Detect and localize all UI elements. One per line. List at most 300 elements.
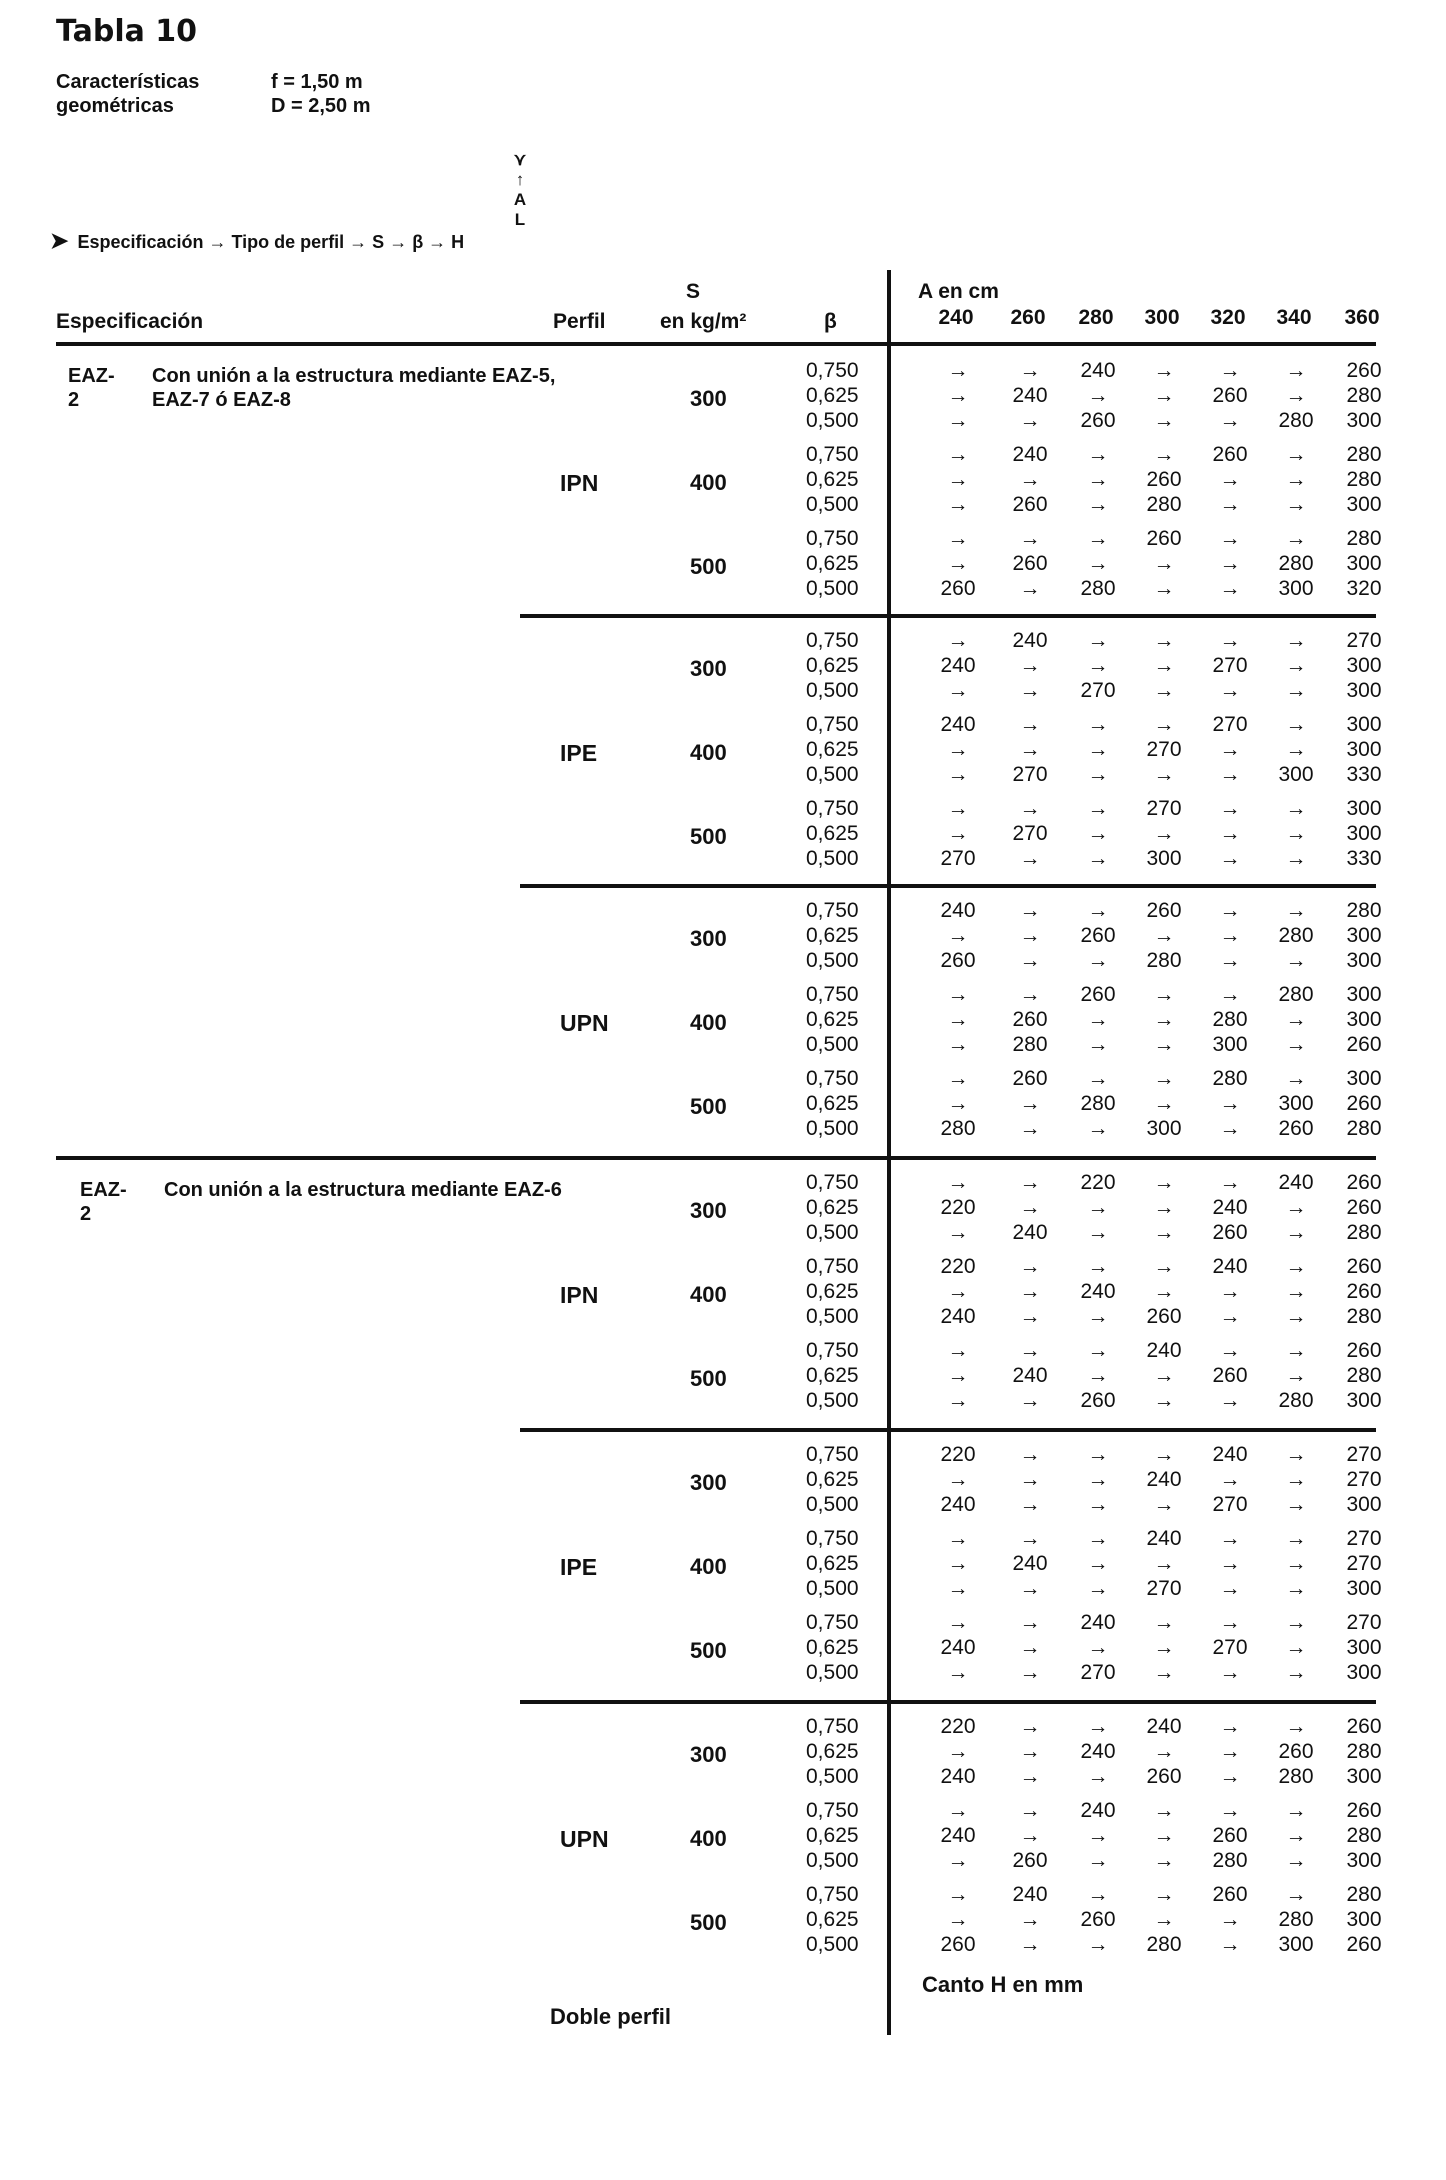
table-cell: →: [947, 1008, 969, 1031]
s-value: 300: [690, 656, 727, 681]
table-cell: →: [1153, 983, 1175, 1006]
s-value: 300: [690, 386, 727, 411]
beta-value: 0,500: [806, 1577, 859, 1600]
table-cell: 260: [1012, 493, 1048, 516]
table-cell: 280: [1346, 1305, 1382, 1328]
table-cell: 260: [1346, 1933, 1382, 1956]
table-cell: 240: [1080, 359, 1116, 382]
beta-value: 0,500: [806, 1765, 859, 1788]
table-cell: 240: [1278, 1171, 1314, 1194]
table-cell: 270: [1146, 738, 1182, 761]
table-cell: →: [1019, 1527, 1041, 1550]
table-cell: 280: [1080, 1092, 1116, 1115]
a-column-header: 320: [1210, 306, 1246, 329]
table-cell: →: [1087, 713, 1109, 736]
table-cell: →: [1285, 443, 1307, 466]
flow-vertical-l: L: [514, 210, 526, 229]
table-cell: →: [1019, 1092, 1041, 1115]
table-cell: →: [1219, 822, 1241, 845]
table-cell: →: [1285, 679, 1307, 702]
table-cell: →: [1087, 1008, 1109, 1031]
table-cell: →: [1153, 1636, 1175, 1659]
table-cell: →: [1219, 1715, 1241, 1738]
table-cell: →: [1087, 1933, 1109, 1956]
table-cell: →: [947, 1849, 969, 1872]
table-cell: 300: [1346, 493, 1382, 516]
beta-value: 0,750: [806, 1611, 859, 1634]
table-cell: →: [1219, 629, 1241, 652]
table-cell: →: [1019, 1765, 1041, 1788]
table-cell: 270: [1012, 822, 1048, 845]
table-cell: →: [947, 384, 969, 407]
table-cell: →: [1219, 1339, 1241, 1362]
table-cell: →: [1019, 1117, 1041, 1140]
table-cell: →: [1219, 493, 1241, 516]
table-cell: →: [1153, 577, 1175, 600]
table-cell: →: [1087, 552, 1109, 575]
table-cell: 270: [1080, 1661, 1116, 1684]
table-cell: →: [947, 1577, 969, 1600]
table-cell: →: [947, 1799, 969, 1822]
table-cell: →: [1019, 899, 1041, 922]
table-cell: →: [947, 1221, 969, 1244]
table-cell: →: [1285, 1196, 1307, 1219]
table-cell: 280: [1278, 983, 1314, 1006]
table-cell: 280: [1346, 527, 1382, 550]
table-cell: 240: [1012, 1221, 1048, 1244]
table-cell: 300: [1278, 1933, 1314, 1956]
beta-value: 0,625: [806, 1740, 859, 1763]
table-cell: →: [1285, 1661, 1307, 1684]
table-cell: →: [1285, 1636, 1307, 1659]
table-cell: →: [1019, 713, 1041, 736]
table-cell: →: [1087, 527, 1109, 550]
table-cell: 300: [1346, 1389, 1382, 1412]
table-cell: →: [1087, 1552, 1109, 1575]
table-cell: 240: [1212, 1196, 1248, 1219]
header-a: A en cm: [918, 280, 999, 303]
table-cell: 280: [1212, 1008, 1248, 1031]
table-cell: 260: [1346, 1255, 1382, 1278]
beta-value: 0,750: [806, 359, 859, 382]
table-cell: 330: [1346, 763, 1382, 786]
perfil-label: UPN: [560, 1826, 609, 1852]
table-cell: →: [1019, 738, 1041, 761]
table-cell: →: [947, 1661, 969, 1684]
s-value: 500: [690, 824, 727, 849]
table-cell: →: [1087, 443, 1109, 466]
beta-value: 0,500: [806, 1305, 859, 1328]
table-cell: 260: [1212, 1883, 1248, 1906]
table-cell: 260: [1012, 1849, 1048, 1872]
table-cell: →: [947, 1364, 969, 1387]
table-cell: 240: [1080, 1799, 1116, 1822]
table-cell: →: [1219, 1661, 1241, 1684]
table-cell: →: [947, 443, 969, 466]
beta-value: 0,500: [806, 1117, 859, 1140]
table-cell: 240: [1146, 1527, 1182, 1550]
table-cell: 270: [1346, 1468, 1382, 1491]
table-cell: 300: [1278, 577, 1314, 600]
beta-value: 0,500: [806, 1493, 859, 1516]
table-cell: →: [1153, 1389, 1175, 1412]
arrow-right-icon: ➤: [50, 228, 69, 253]
table-cell: →: [1219, 1280, 1241, 1303]
table-cell: 280: [940, 1117, 976, 1140]
table-cell: →: [1019, 1611, 1041, 1634]
table-cell: →: [1019, 1280, 1041, 1303]
table-cell: →: [1285, 384, 1307, 407]
table-cell: 220: [1080, 1171, 1116, 1194]
table-cell: →: [1219, 1171, 1241, 1194]
table-cell: →: [1087, 738, 1109, 761]
table-cell: 280: [1346, 1824, 1382, 1847]
table-cell: 240: [1080, 1740, 1116, 1763]
table-cell: →: [1087, 1221, 1109, 1244]
table-cell: →: [1285, 713, 1307, 736]
s-value: 400: [690, 1826, 727, 1851]
table-cell: →: [1153, 1171, 1175, 1194]
beta-value: 0,625: [806, 1280, 859, 1303]
table-cell: →: [1285, 1280, 1307, 1303]
table-cell: →: [1285, 1552, 1307, 1575]
flow-diagram: [50, 228, 464, 254]
table-cell: →: [1219, 797, 1241, 820]
table-cell: 280: [1346, 1364, 1382, 1387]
table-cell: 260: [1212, 1824, 1248, 1847]
s-value: 500: [690, 1366, 727, 1391]
table-cell: →: [1153, 1196, 1175, 1219]
table-cell: 260: [1146, 1765, 1182, 1788]
table-cell: →: [1153, 1067, 1175, 1090]
table-cell: →: [947, 797, 969, 820]
table-cell: 260: [1012, 1008, 1048, 1031]
table-cell: 300: [1346, 983, 1382, 1006]
table-cell: →: [1153, 713, 1175, 736]
header-beta: β: [824, 310, 837, 333]
table-cell: 270: [1212, 713, 1248, 736]
header-rule: [56, 342, 1376, 346]
section-rule: [520, 884, 1376, 888]
table-cell: →: [1285, 1255, 1307, 1278]
beta-value: 0,500: [806, 1221, 859, 1244]
table-cell: 280: [1146, 949, 1182, 972]
table-cell: 300: [1346, 924, 1382, 947]
geo-value-f: f = 1,50 m: [271, 71, 363, 93]
beta-value: 0,625: [806, 1196, 859, 1219]
beta-value: 0,500: [806, 1389, 859, 1412]
table-cell: →: [1219, 763, 1241, 786]
table-cell: →: [1153, 1799, 1175, 1822]
table-cell: →: [1153, 822, 1175, 845]
table-cell: 260: [1080, 409, 1116, 432]
table-cell: →: [1285, 527, 1307, 550]
table-cell: 240: [1212, 1255, 1248, 1278]
table-cell: →: [947, 468, 969, 491]
header-spec: Especificación: [56, 310, 204, 333]
table-cell: →: [1285, 1468, 1307, 1491]
table-cell: →: [1019, 577, 1041, 600]
table-cell: 280: [1212, 1849, 1248, 1872]
table-cell: 280: [1346, 1883, 1382, 1906]
table-cell: →: [1153, 1661, 1175, 1684]
table-cell: →: [1219, 1468, 1241, 1491]
table-cell: →: [1087, 1033, 1109, 1056]
table-cell: 240: [940, 1636, 976, 1659]
table-cell: →: [1153, 1908, 1175, 1931]
table-cell: 300: [1346, 1067, 1382, 1090]
table-cell: →: [947, 1067, 969, 1090]
table-cell: →: [1019, 1933, 1041, 1956]
table-cell: →: [1219, 1305, 1241, 1328]
table-cell: 300: [1346, 1765, 1382, 1788]
table-cell: →: [1219, 1611, 1241, 1634]
table-cell: →: [1019, 1305, 1041, 1328]
beta-value: 0,625: [806, 1636, 859, 1659]
a-column-header: 340: [1276, 306, 1312, 329]
table-cell: →: [1019, 847, 1041, 870]
table-cell: →: [1219, 359, 1241, 382]
table-cell: 260: [1346, 1196, 1382, 1219]
table-cell: →: [1087, 1577, 1109, 1600]
table-cell: 240: [940, 654, 976, 677]
table-cell: 260: [940, 577, 976, 600]
table-cell: 260: [1012, 1067, 1048, 1090]
table-cell: 300: [1346, 713, 1382, 736]
table-cell: →: [1285, 1577, 1307, 1600]
table-cell: 300: [1346, 738, 1382, 761]
table-cell: →: [947, 1611, 969, 1634]
table-cell: →: [1153, 409, 1175, 432]
table-cell: →: [1219, 983, 1241, 1006]
beta-value: 0,750: [806, 1067, 859, 1090]
arrow-up-icon: ↑: [515, 170, 525, 189]
spec-2-text: Con unión a la estructura mediante EAZ-6: [164, 1179, 562, 1201]
table-cell: →: [947, 527, 969, 550]
table-cell: →: [1285, 1527, 1307, 1550]
table-cell: →: [1285, 899, 1307, 922]
table-cell: →: [1019, 1661, 1041, 1684]
table-cell: 300: [1346, 654, 1382, 677]
table-cell: →: [1019, 468, 1041, 491]
beta-value: 0,625: [806, 822, 859, 845]
table-cell: →: [1019, 409, 1041, 432]
table-cell: 280: [1346, 1117, 1382, 1140]
table-cell: →: [947, 1527, 969, 1550]
table-cell: →: [1285, 1008, 1307, 1031]
table-cell: →: [1153, 1221, 1175, 1244]
table-cell: 220: [940, 1196, 976, 1219]
table-cell: 220: [940, 1255, 976, 1278]
table-cell: 280: [1346, 468, 1382, 491]
table-cell: →: [1087, 1493, 1109, 1516]
table-cell: →: [1019, 1196, 1041, 1219]
table-cell: →: [1219, 409, 1241, 432]
table-cell: →: [1219, 1117, 1241, 1140]
table-cell: 240: [1012, 1364, 1048, 1387]
beta-value: 0,625: [806, 654, 859, 677]
beta-value: 0,750: [806, 629, 859, 652]
table-cell: →: [1153, 1033, 1175, 1056]
table-cell: →: [1153, 1493, 1175, 1516]
table-cell: →: [947, 924, 969, 947]
beta-value: 0,750: [806, 1255, 859, 1278]
beta-value: 0,500: [806, 493, 859, 516]
table-cell: 300: [1346, 797, 1382, 820]
table-cell: →: [1153, 1824, 1175, 1847]
beta-value: 0,750: [806, 1171, 859, 1194]
table-cell: →: [1087, 1364, 1109, 1387]
table-cell: →: [1019, 1740, 1041, 1763]
table-cell: →: [1087, 629, 1109, 652]
table-cell: →: [947, 1740, 969, 1763]
beta-value: 0,625: [806, 1364, 859, 1387]
beta-value: 0,750: [806, 713, 859, 736]
table-cell: →: [1285, 822, 1307, 845]
table-cell: →: [1087, 1339, 1109, 1362]
table-cell: 240: [1080, 1611, 1116, 1634]
table-cell: →: [1219, 552, 1241, 575]
table-cell: →: [1285, 1364, 1307, 1387]
table-cell: 280: [1212, 1067, 1248, 1090]
table-cell: 240: [1012, 384, 1048, 407]
table-cell: 260: [1346, 1171, 1382, 1194]
table-cell: 300: [1346, 1636, 1382, 1659]
table-cell: 260: [1080, 924, 1116, 947]
perfil-label: IPE: [560, 740, 598, 766]
table-cell: →: [1087, 654, 1109, 677]
table-cell: →: [1019, 983, 1041, 1006]
table-cell: →: [1219, 949, 1241, 972]
table-cell: 280: [1278, 1765, 1314, 1788]
table-cell: 280: [1346, 899, 1382, 922]
header-s-units: en kg/m²: [660, 310, 747, 333]
table-cell: 260: [1012, 552, 1048, 575]
a-column-header: 280: [1078, 306, 1114, 329]
table-cell: →: [1153, 629, 1175, 652]
table-cell: →: [1087, 822, 1109, 845]
table-cell: 260: [1146, 1305, 1182, 1328]
beta-value: 0,500: [806, 409, 859, 432]
table-cell: 270: [1346, 629, 1382, 652]
a-column-header: 300: [1144, 306, 1180, 329]
s-value: 500: [690, 1910, 727, 1935]
table-cell: →: [1087, 1715, 1109, 1738]
table-cell: →: [1087, 1849, 1109, 1872]
table-cell: →: [1087, 797, 1109, 820]
table-cell: →: [1153, 1552, 1175, 1575]
table-cell: 270: [1212, 1493, 1248, 1516]
beta-value: 0,625: [806, 1824, 859, 1847]
table-cell: →: [1019, 1715, 1041, 1738]
table-cell: 280: [1146, 1933, 1182, 1956]
table-cell: →: [1219, 1740, 1241, 1763]
table-cell: 260: [1346, 359, 1382, 382]
beta-value: 0,625: [806, 1092, 859, 1115]
beta-value: 0,750: [806, 899, 859, 922]
beta-value: 0,500: [806, 1849, 859, 1872]
table-cell: 280: [1278, 924, 1314, 947]
beta-value: 0,625: [806, 738, 859, 761]
table-cell: →: [1285, 1849, 1307, 1872]
table-cell: →: [947, 1468, 969, 1491]
table-cell: 300: [1346, 679, 1382, 702]
table-cell: →: [1153, 1443, 1175, 1466]
table-cell: 280: [1346, 1221, 1382, 1244]
table-cell: 240: [940, 1305, 976, 1328]
table-cell: →: [1285, 1033, 1307, 1056]
table-cell: →: [1285, 1067, 1307, 1090]
table-cell: 260: [1278, 1117, 1314, 1140]
section-rule: [56, 1156, 1376, 1160]
table-cell: →: [1019, 1636, 1041, 1659]
table-cell: 270: [1080, 679, 1116, 702]
s-value: 400: [690, 740, 727, 765]
table-cell: →: [1285, 1715, 1307, 1738]
table-cell: →: [1285, 1305, 1307, 1328]
beta-value: 0,500: [806, 1933, 859, 1956]
beta-value: 0,625: [806, 1908, 859, 1931]
s-value: 400: [690, 470, 727, 495]
section-rule: [520, 1700, 1376, 1704]
table-cell: 260: [1080, 1908, 1116, 1931]
s-value: 400: [690, 1282, 727, 1307]
table-cell: →: [1153, 654, 1175, 677]
table-cell: →: [1219, 1552, 1241, 1575]
table-cell: →: [1087, 1255, 1109, 1278]
table-cell: →: [1285, 738, 1307, 761]
table-cell: →: [1285, 949, 1307, 972]
table-cell: 260: [1346, 1092, 1382, 1115]
table-cell: →: [1019, 1799, 1041, 1822]
table-cell: →: [1019, 359, 1041, 382]
table-cell: →: [1153, 552, 1175, 575]
beta-value: 0,750: [806, 1527, 859, 1550]
table-cell: →: [1285, 468, 1307, 491]
table-cell: →: [1087, 1824, 1109, 1847]
table-cell: →: [1019, 527, 1041, 550]
perfil-label: UPN: [560, 1010, 609, 1036]
s-value: 500: [690, 554, 727, 579]
table-cell: 260: [1212, 384, 1248, 407]
table-cell: →: [1019, 797, 1041, 820]
table-cell: 320: [1346, 577, 1382, 600]
table-cell: →: [1087, 949, 1109, 972]
table-cell: →: [1219, 738, 1241, 761]
beta-value: 0,750: [806, 1339, 859, 1362]
table-cell: 260: [1146, 899, 1182, 922]
table-cell: →: [1219, 847, 1241, 870]
table-cell: →: [1019, 1468, 1041, 1491]
table-cell: 300: [1346, 949, 1382, 972]
table-cell: 300: [1212, 1033, 1248, 1056]
table-cell: 240: [940, 713, 976, 736]
table-cell: →: [1219, 1933, 1241, 1956]
table-cell: →: [1019, 1443, 1041, 1466]
beta-value: 0,750: [806, 1883, 859, 1906]
table-cell: →: [1285, 493, 1307, 516]
s-value: 300: [690, 926, 727, 951]
table-cell: →: [1153, 1364, 1175, 1387]
geometric-characteristics: [56, 70, 371, 118]
table-title: Tabla 10: [56, 14, 198, 49]
table-cell: →: [947, 1280, 969, 1303]
table-cell: →: [1153, 359, 1175, 382]
table-cell: →: [1285, 1611, 1307, 1634]
beta-value: 0,750: [806, 983, 859, 1006]
table-cell: →: [947, 679, 969, 702]
beta-value: 0,500: [806, 1033, 859, 1056]
